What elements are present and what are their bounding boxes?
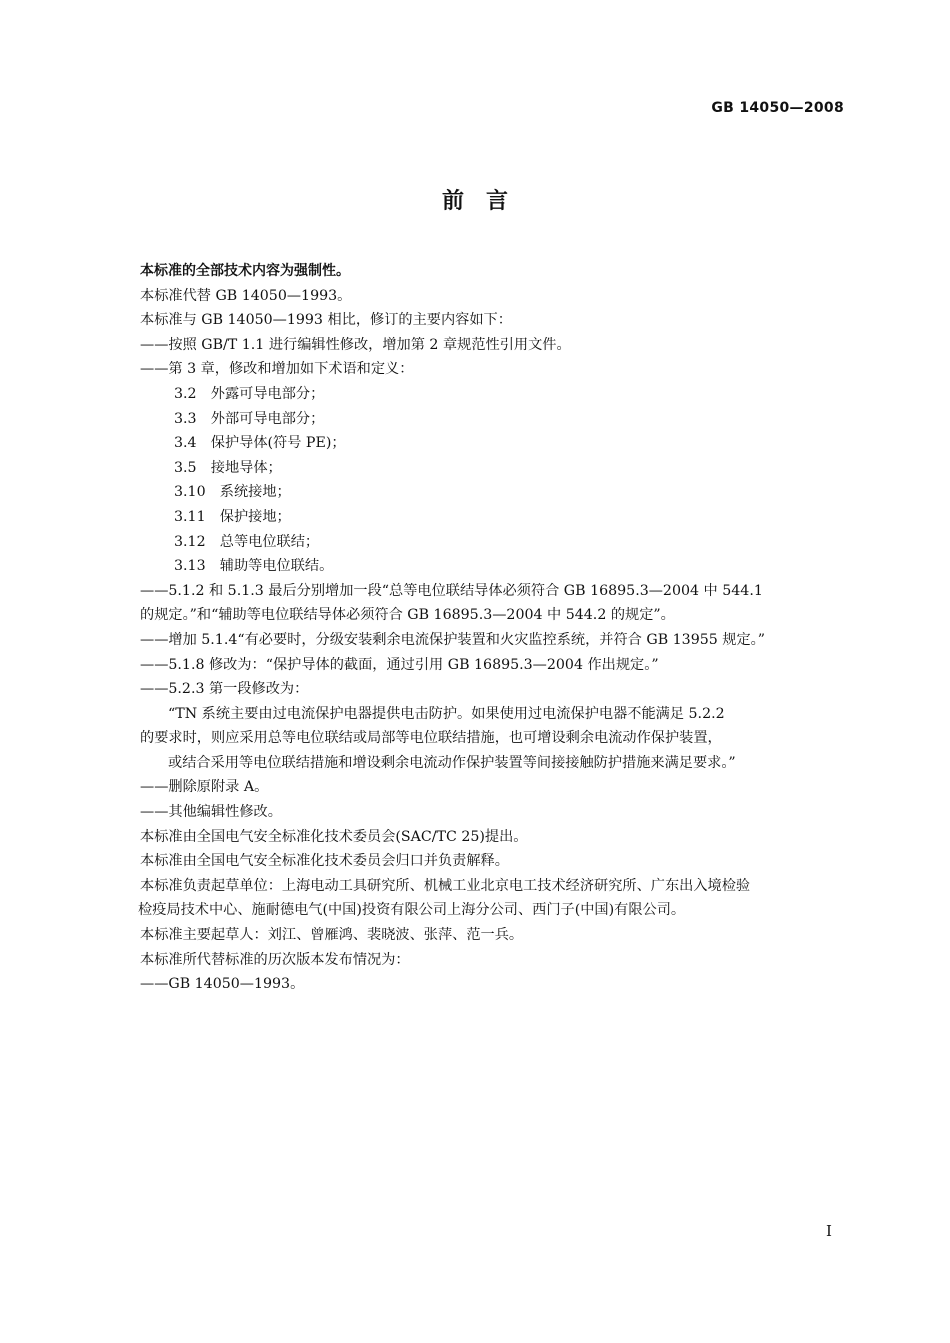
list-item: ——5.2.3 第一段修改为： [140,681,309,698]
term-item: 3.4 保护导体(符号 PE)； [174,435,346,452]
list-item: ——增加 5.1.4“有必要时，分级安装剩余电流保护装置和火灾监控系统，并符合 GB 13955 规定。” [140,631,766,648]
list-item: ——5.1.2 和 5.1.3 最后分别增加一段“总等电位联结导体必须符合 GB 16895.3—2004 中 544.1 [140,582,763,599]
term-item: 3.11 保护接地； [174,508,291,525]
paragraph-line: 本标准由全国电气安全标准化技术委员会(SAC/TC 25)提出。 [140,828,528,845]
paragraph-line: 本标准代替 GB 14050—1993。 [140,287,352,304]
page-number: I [826,1222,832,1240]
paragraph-line: 本标准所代替标准的历次版本发布情况为： [140,951,410,968]
list-item: ——删除原附录 A。 [140,779,269,796]
list-item: ——按照 GB/T 1.1 进行编辑性修改，增加第 2 章规范性引用文件。 [140,336,571,353]
standard-number: GB 14050—2008 [711,100,844,116]
foreword-body [140,259,845,997]
paragraph-line-continuation: 检疫局技术中心、施耐德电气(中国)投资有限公司上海分公司、西门子(中国)有限公司。 [138,902,686,919]
list-item-continuation: 的规定。”和“辅助等电位联结导体必须符合 GB 16895.3—2004 中 544.2 的规定”。 [140,607,675,624]
term-item: 3.5 接地导体； [174,459,282,476]
term-item: 3.3 外部可导电部分； [174,410,325,427]
list-item: ——5.1.8 修改为：“保护导体的截面，通过引用 GB 16895.3—2004 作出规定。” [140,656,659,673]
list-item: ——第 3 章，修改和增加如下术语和定义： [140,361,414,378]
term-item: 3.13 辅助等电位联结。 [174,558,334,575]
paragraph-line: 本标准与 GB 14050—1993 相比，修订的主要内容如下： [140,312,512,329]
term-item: 3.2 外露可导电部分； [174,385,325,402]
term-item: 3.12 总等电位联结； [174,533,320,550]
paragraph-line: 本标准负责起草单位：上海电动工具研究所、机械工业北京电工技术经济研究所、广东出入境检验 [140,877,751,894]
paragraph-line: 本标准主要起草人：刘江、曾雁鸿、裴晓波、张萍、范一兵。 [140,927,524,944]
quoted-paragraph-line: 的要求时，则应采用总等电位联结或局部等电位联结措施，也可增设剩余电流动作保护装置， [140,730,722,747]
quoted-paragraph-line: “TN 系统主要由过电流保护电器提供电击防护。如果使用过电流保护电器不能满足 5.2.2 [168,705,725,722]
page-title: 前 言 [441,189,508,214]
quoted-paragraph-line: 或结合采用等电位联结措施和增设剩余电流动作保护装置等间接接触防护措施来满足要求。” [168,754,736,771]
term-item: 3.10 系统接地； [174,484,291,501]
paragraph-line: 本标准由全国电气安全标准化技术委员会归口并负责解释。 [140,853,509,870]
list-item: ——其他编辑性修改。 [140,804,282,821]
list-item: ——GB 14050—1993。 [140,976,305,993]
paragraph-line: 本标准的全部技术内容为强制性。 [140,263,350,279]
